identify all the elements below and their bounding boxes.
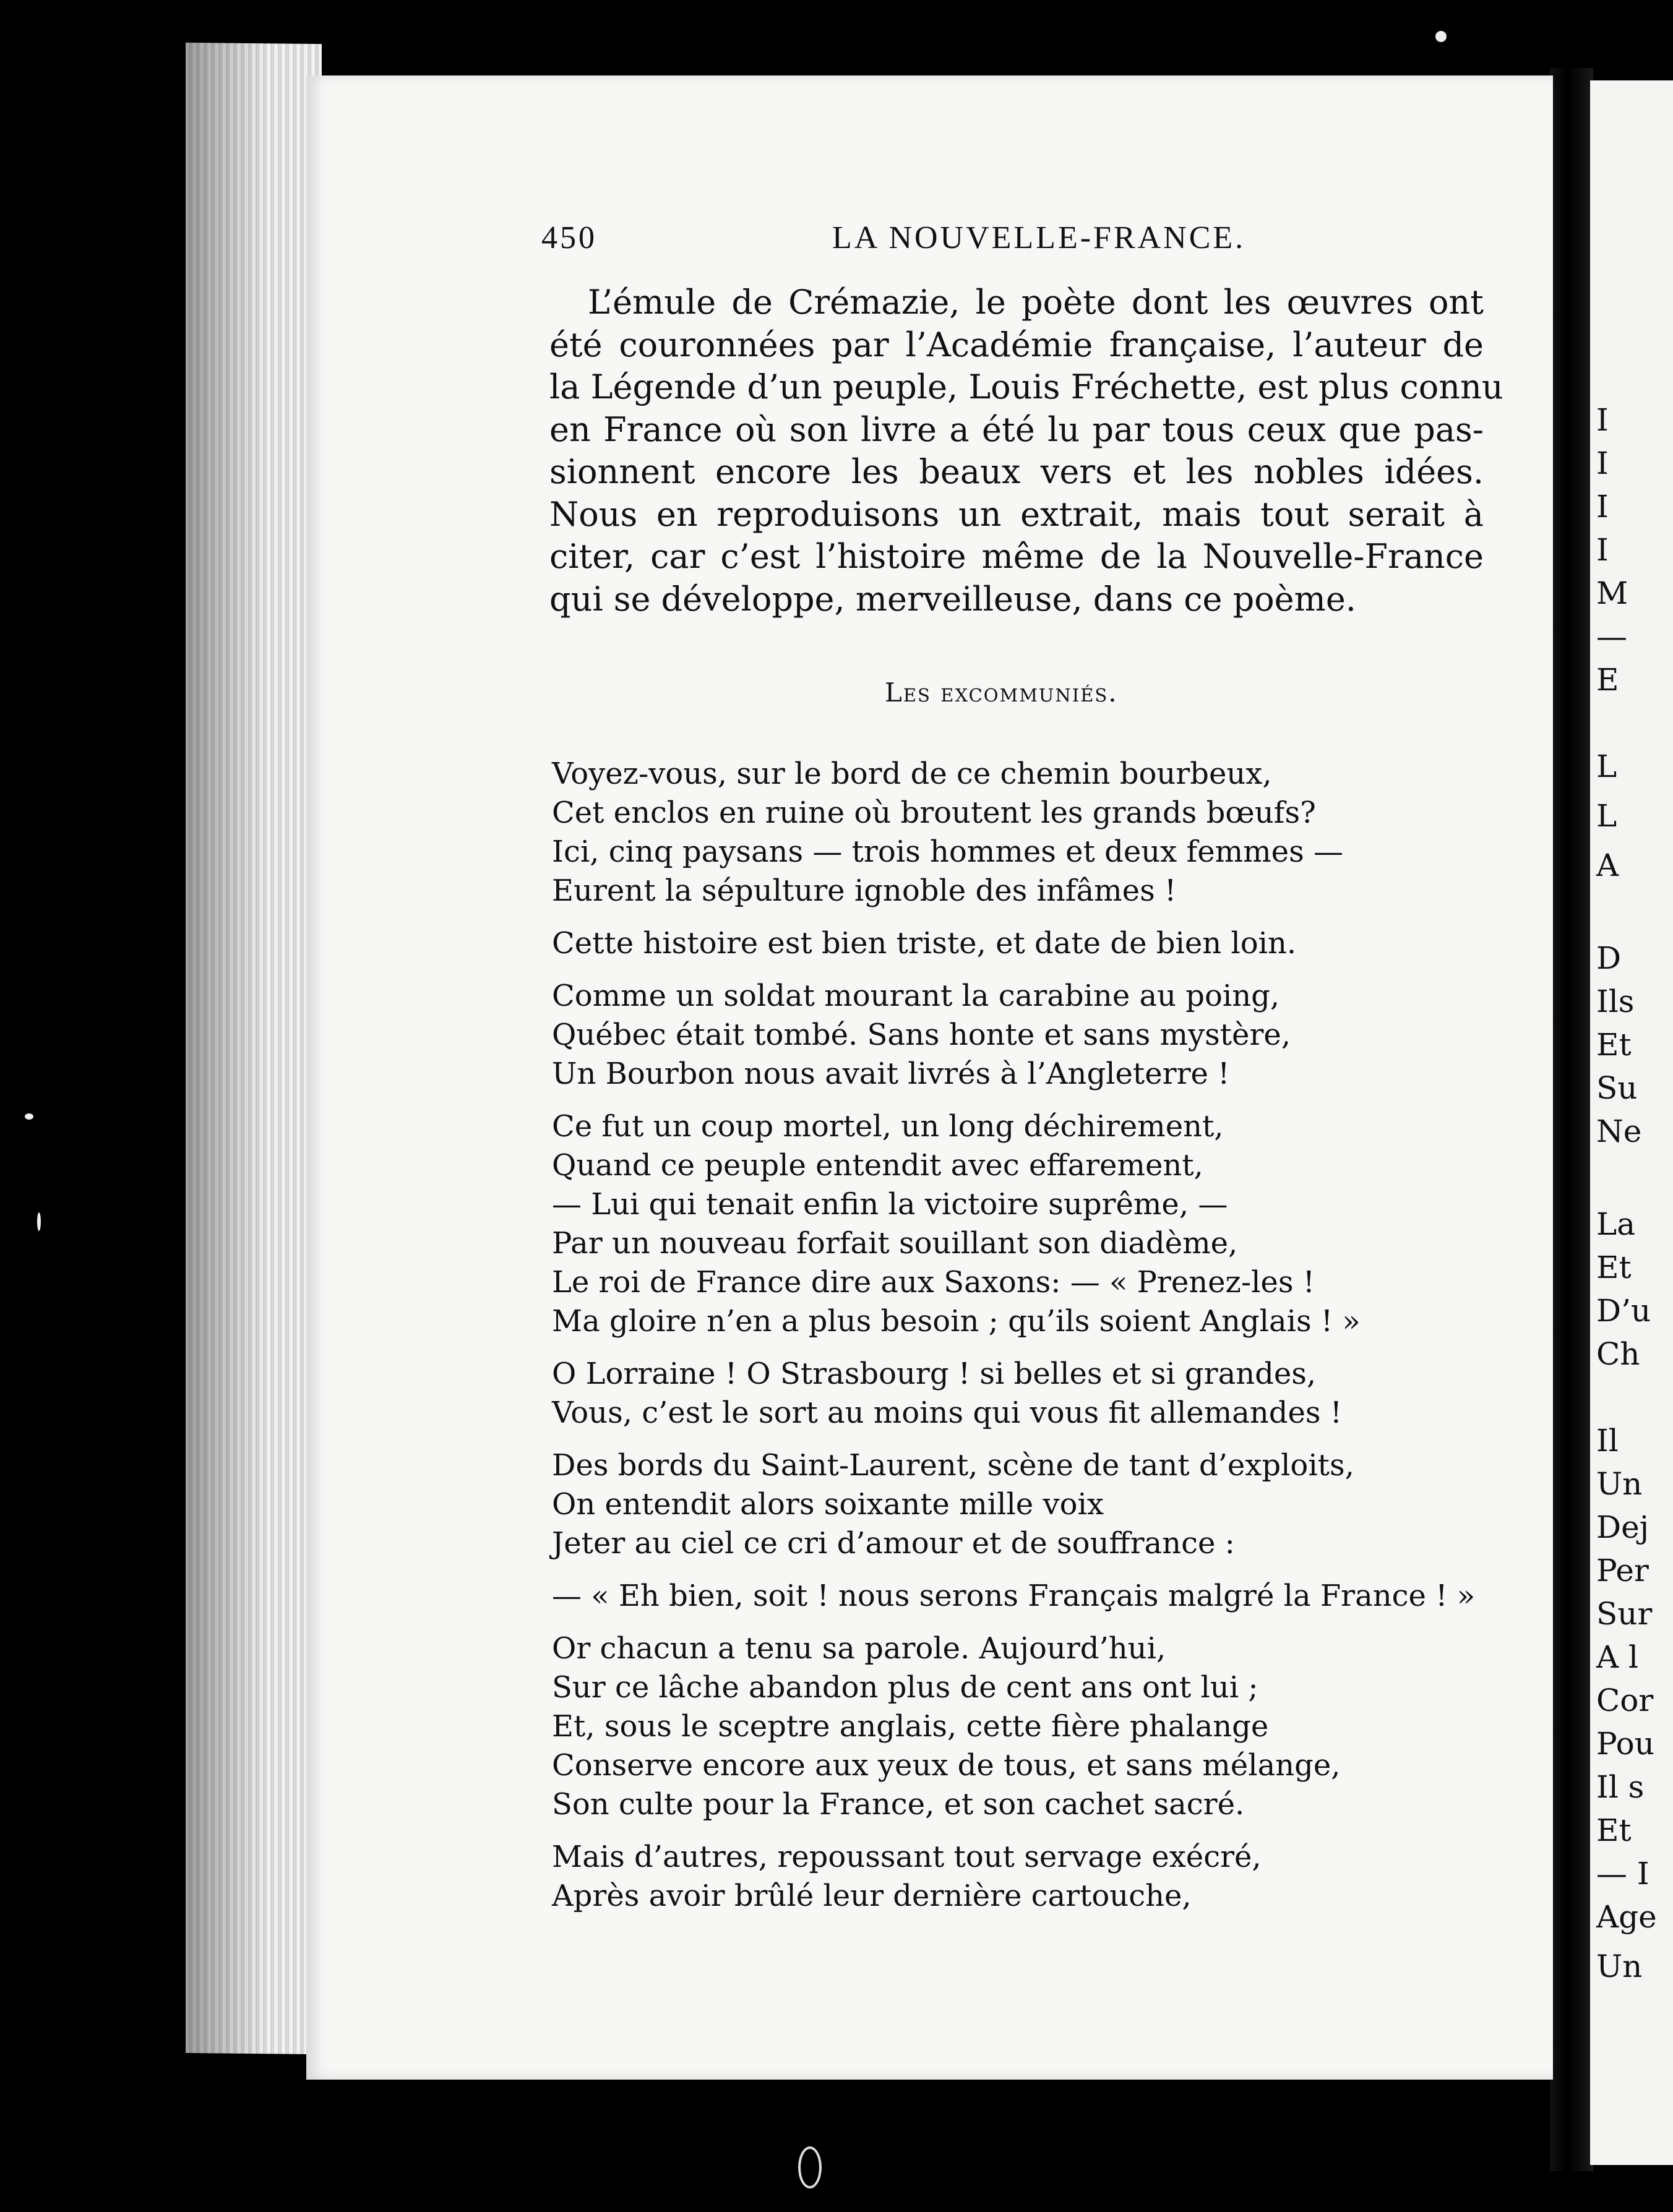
verse-line: — « Eh bien, soit ! nous serons Français malgré la France ! » bbox=[552, 1579, 1476, 1613]
stanza bbox=[552, 1577, 1517, 1616]
verse-line: Cet enclos en ruine où broutent les grands bœufs? bbox=[552, 795, 1316, 830]
facing-page-fragment: Ils bbox=[1596, 984, 1635, 1019]
facing-page-fragment: A l bbox=[1596, 1639, 1638, 1675]
verse-line: Vous, c’est le sort au moins qui vous fit allemandes ! bbox=[552, 1395, 1343, 1430]
facing-page-fragment: Su bbox=[1596, 1070, 1638, 1106]
verse-line: Comme un soldat mourant la carabine au poing, bbox=[552, 979, 1280, 1013]
intro-paragraph bbox=[549, 281, 1503, 620]
stanza bbox=[552, 924, 1517, 963]
facing-page-fragment: — bbox=[1596, 619, 1627, 654]
verse-line: Ici, cinq paysans — trois hommes et deux femmes — bbox=[552, 834, 1343, 869]
poem-body bbox=[552, 755, 1517, 1929]
stanza bbox=[552, 977, 1517, 1094]
facing-page-fragment: Il bbox=[1596, 1423, 1619, 1459]
facing-page-fragment: Dej bbox=[1596, 1509, 1649, 1545]
dust-speck bbox=[25, 1113, 33, 1120]
running-head bbox=[541, 220, 1482, 263]
verse-line: — Lui qui tenait enfin la victoire suprême, — bbox=[552, 1187, 1228, 1222]
dust-speck bbox=[37, 1212, 41, 1231]
verse-line: Voyez-vous, sur le bord de ce chemin bourbeux, bbox=[552, 757, 1272, 791]
intro-line: en France où son livre a été lu par tous ceux que pas- bbox=[549, 409, 1484, 449]
facing-page-fragment: Cor bbox=[1596, 1683, 1654, 1718]
intro-line: sionnent encore les beaux vers et les nobles idées. bbox=[549, 452, 1484, 491]
verse-line: Québec était tombé. Sans honte et sans mystère, bbox=[552, 1018, 1291, 1052]
facing-page-fragment: L bbox=[1596, 748, 1617, 784]
facing-page-fragment: I bbox=[1596, 489, 1609, 525]
stanza bbox=[552, 1107, 1517, 1341]
facing-page-fragments bbox=[1596, 80, 1673, 2165]
stanza bbox=[552, 755, 1517, 911]
verse-line: Son culte pour la France, et son cachet sacré. bbox=[552, 1787, 1245, 1822]
facing-page-fragment: M bbox=[1596, 575, 1628, 611]
facing-page-fragment: Pou bbox=[1596, 1726, 1654, 1762]
facing-page-fragment: Ch bbox=[1596, 1336, 1640, 1372]
facing-page-fragment: Il s bbox=[1596, 1769, 1645, 1805]
facing-page-fragment: Un bbox=[1596, 1948, 1643, 1984]
intro-line: Nous en reproduisons un extrait, mais tout serait à bbox=[549, 494, 1484, 534]
dust-speck bbox=[798, 2146, 822, 2188]
verse-line: Et, sous le sceptre anglais, cette fière phalange bbox=[552, 1709, 1269, 1744]
poem-title: Les excommuniés. bbox=[885, 677, 1118, 708]
stanza bbox=[552, 1629, 1517, 1824]
facing-page-fragment: Sur bbox=[1596, 1596, 1653, 1632]
facing-page-fragment: E bbox=[1596, 662, 1619, 698]
facing-page-fragment: Ne bbox=[1596, 1113, 1642, 1149]
intro-line: qui se développe, merveilleuse, dans ce poème. bbox=[549, 579, 1356, 619]
verse-line: Après avoir brûlé leur dernière cartouche, bbox=[552, 1879, 1192, 1913]
verse-line: Ce fut un coup mortel, un long déchirement, bbox=[552, 1109, 1224, 1144]
verse-line: Le roi de France dire aux Saxons: — « Prenez-les ! bbox=[552, 1265, 1315, 1300]
dust-speck bbox=[1435, 31, 1447, 42]
verse-line: O Lorraine ! O Strasbourg ! si belles et si grandes, bbox=[552, 1357, 1317, 1391]
facing-page-fragment: D bbox=[1596, 940, 1622, 976]
facing-page-fragment: Per bbox=[1596, 1553, 1649, 1588]
verse-line: On entendit alors soixante mille voix bbox=[552, 1487, 1104, 1522]
stanza bbox=[552, 1446, 1517, 1563]
facing-page-fragment: I bbox=[1596, 402, 1609, 438]
intro-line: citer, car c’est l’histoire même de la Nouvelle-France bbox=[549, 537, 1484, 576]
facing-page-fragment: La bbox=[1596, 1206, 1636, 1242]
facing-page-fragment: A bbox=[1596, 847, 1619, 883]
facing-page-fragment: Et bbox=[1596, 1027, 1632, 1063]
verse-line: Eurent la sépulture ignoble des infâmes ! bbox=[552, 873, 1177, 908]
verse-line: Or chacun a tenu sa parole. Aujourd’hui, bbox=[552, 1631, 1166, 1666]
stanza bbox=[552, 1838, 1517, 1916]
facing-page-fragment: Et bbox=[1596, 1812, 1632, 1848]
book-title: LA NOUVELLE-FRANCE. bbox=[832, 220, 1246, 255]
intro-line: été couronnées par l’Académie française, l’auteur de bbox=[549, 325, 1484, 364]
facing-page bbox=[1590, 80, 1673, 2165]
facing-page-fragment: D’u bbox=[1596, 1293, 1651, 1329]
verse-line: Ma gloire n’en a plus besoin ; qu’ils soient Anglais ! » bbox=[552, 1304, 1361, 1339]
verse-line: Cette histoire est bien triste, et date de bien loin. bbox=[552, 926, 1297, 961]
verse-line: Mais d’autres, repoussant tout servage exécré, bbox=[552, 1840, 1262, 1874]
verse-line: Un Bourbon nous avait livrés à l’Angleterre ! bbox=[552, 1057, 1230, 1091]
page-edges-shadow bbox=[186, 43, 322, 2054]
verse-line: Par un nouveau forfait souillant son diadème, bbox=[552, 1226, 1238, 1261]
verse-line: Conserve encore aux yeux de tous, et sans mélange, bbox=[552, 1748, 1341, 1783]
verse-line: Jeter au ciel ce cri d’amour et de souffrance : bbox=[552, 1526, 1235, 1561]
verse-line: Quand ce peuple entendit avec effarement, bbox=[552, 1148, 1203, 1183]
intro-line: L’émule de Crémazie, le poète dont les œuvres ont bbox=[588, 283, 1484, 322]
facing-page-fragment: I bbox=[1596, 445, 1609, 481]
facing-page-fragment: Age bbox=[1596, 1899, 1657, 1935]
intro-line: la Légende d’un peuple, Louis Fréchette, est plus connu bbox=[549, 367, 1503, 406]
verse-line: Sur ce lâche abandon plus de cent ans ont lui ; bbox=[552, 1670, 1258, 1705]
facing-page-fragment: I bbox=[1596, 532, 1609, 568]
facing-page-fragment: Un bbox=[1596, 1466, 1643, 1502]
verse-line: Des bords du Saint-Laurent, scène de tant d’exploits, bbox=[552, 1448, 1354, 1483]
facing-page-fragment: Et bbox=[1596, 1250, 1632, 1285]
facing-page-fragment: L bbox=[1596, 798, 1617, 834]
book-gutter bbox=[1550, 68, 1593, 2171]
facing-page-fragment: — I bbox=[1596, 1856, 1649, 1892]
stanza bbox=[552, 1355, 1517, 1433]
page-number: 450 bbox=[541, 220, 597, 255]
